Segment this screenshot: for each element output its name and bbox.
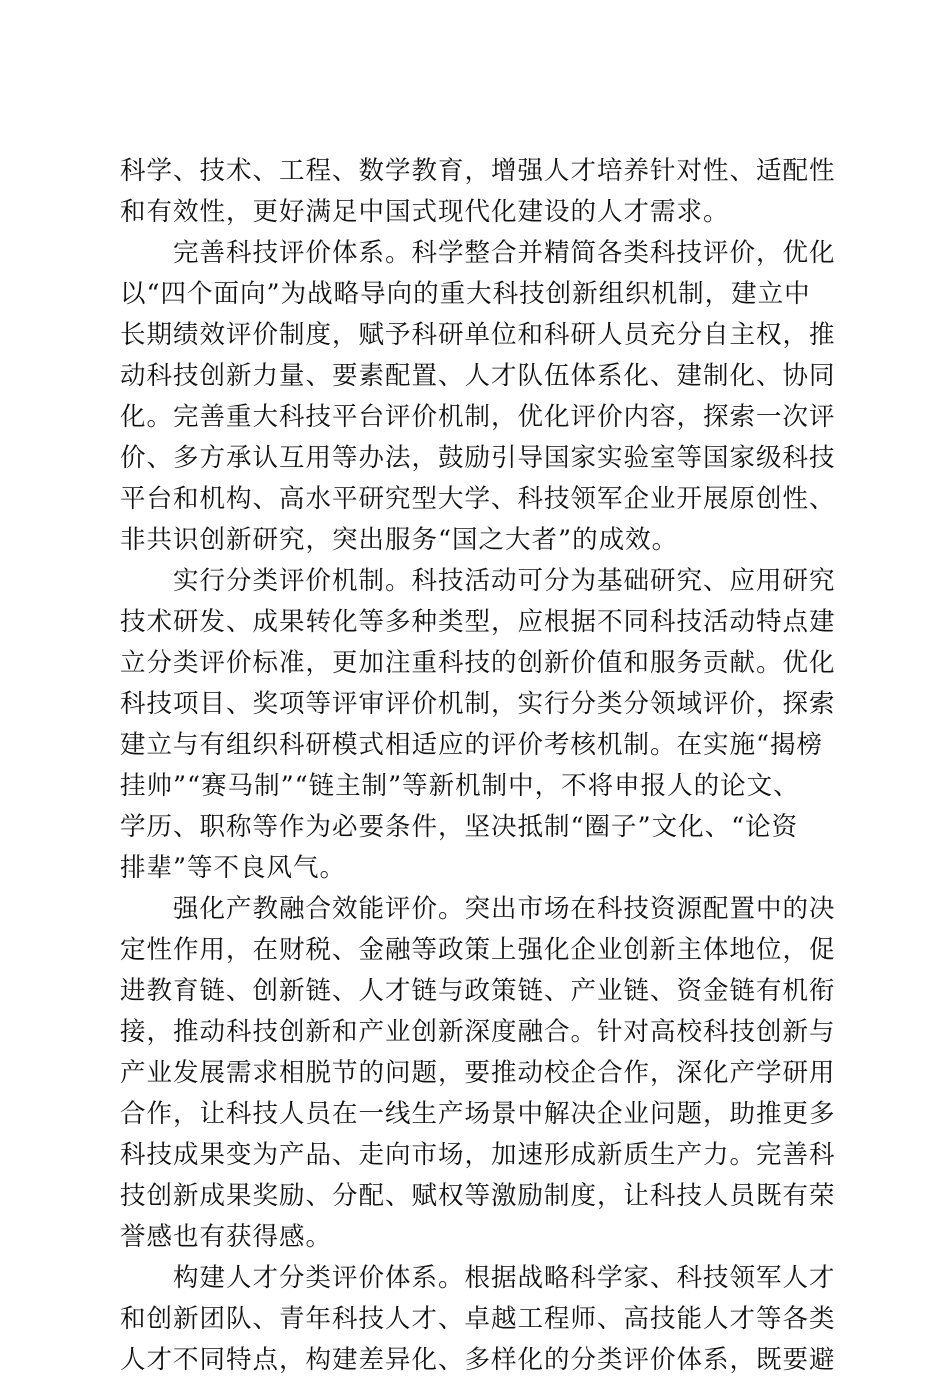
- text-line: 化。完善重大科技平台评价机制，优化评价内容，探索一次评: [120, 402, 836, 432]
- text-line: 和有效性，更好满足中国式现代化建设的人才需求。: [120, 197, 730, 227]
- text-line: 挂帅”“赛马制”“链主制”等新机制中，不将申报人的论文、: [120, 771, 800, 801]
- text-line: 技术研发、成果转化等多种类型，应根据不同科技活动特点建: [120, 607, 836, 637]
- text-line: 科学、技术、工程、数学教育，增强人才培养针对性、适配性: [120, 156, 836, 186]
- text-line: 以“四个面向”为战略导向的重大科技创新组织机制，建立中: [120, 279, 811, 309]
- document-body: [120, 151, 836, 1381]
- text-line: 强化产教融合效能评价。突出市场在科技资源配置中的决: [120, 894, 836, 924]
- text-line: 技创新成果奖励、分配、赋权等激励制度，让科技人员既有荣: [120, 1181, 836, 1211]
- text-line: 实行分类评价机制。科技活动可分为基础研究、应用研究: [120, 566, 836, 596]
- text-line: 完善科技评价体系。科学整合并精简各类科技评价，优化: [120, 238, 836, 268]
- text-line: 科技项目、奖项等评审评价机制，实行分类分领域评价，探索: [120, 689, 836, 719]
- text-line: 科技成果变为产品、走向市场，加速形成新质生产力。完善科: [120, 1140, 836, 1170]
- text-line: 定性作用，在财税、金融等政策上强化企业创新主体地位，促: [120, 935, 836, 965]
- text-line: 平台和机构、高水平研究型大学、科技领军企业开展原创性、: [120, 484, 836, 514]
- text-line: 价、多方承认互用等办法，鼓励引导国家实验室等国家级科技: [120, 443, 836, 473]
- text-line: 构建人才分类评价体系。根据战略科学家、科技领军人才: [120, 1263, 836, 1293]
- text-line: 产业发展需求相脱节的问题，要推动校企合作，深化产学研用: [120, 1058, 836, 1088]
- text-line: 立分类评价标准，更加注重科技的创新价值和服务贡献。优化: [120, 648, 836, 678]
- text-line: 学历、职称等作为必要条件，坚决抵制“圈子”文化、“论资: [120, 812, 799, 842]
- text-line: 排辈”等不良风气。: [120, 853, 347, 883]
- text-line: 接，推动科技创新和产业创新深度融合。针对高校科技创新与: [120, 1017, 836, 1047]
- text-line: 非共识创新研究，突出服务“国之大者”的成效。: [120, 525, 679, 555]
- text-line: 合作，让科技人员在一线生产场景中解决企业问题，助推更多: [120, 1099, 836, 1129]
- text-line: 建立与有组织科研模式相适应的评价考核机制。在实施“揭榜: [120, 730, 824, 760]
- text-line: 进教育链、创新链、人才链与政策链、产业链、资金链有机衔: [120, 976, 836, 1006]
- text-line: 和创新团队、青年科技人才、卓越工程师、高技能人才等各类: [120, 1304, 836, 1334]
- text-line: 人才不同特点，构建差异化、多样化的分类评价体系，既要避: [120, 1345, 836, 1375]
- text-line: 长期绩效评价制度，赋予科研单位和科研人员充分自主权，推: [120, 320, 836, 350]
- text-line: 动科技创新力量、要素配置、人才队伍体系化、建制化、协同: [120, 361, 836, 391]
- text-line: 誉感也有获得感。: [120, 1222, 333, 1252]
